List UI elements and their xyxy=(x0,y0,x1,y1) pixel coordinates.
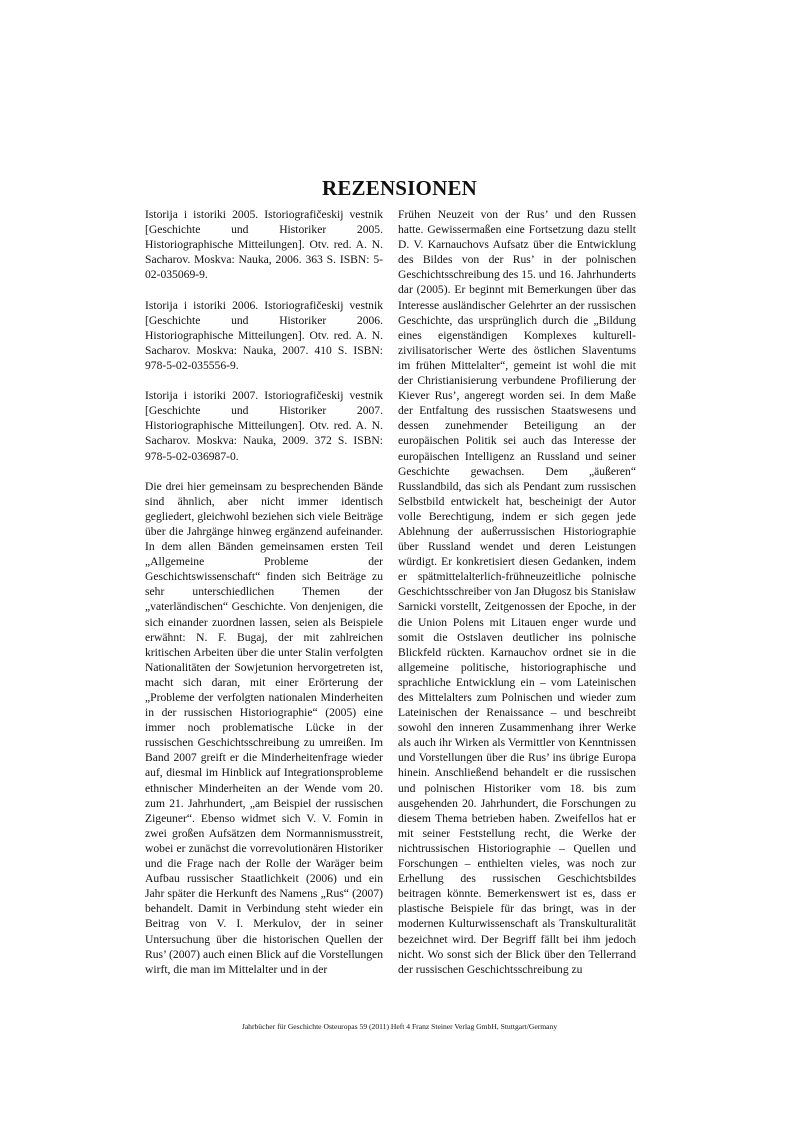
left-column xyxy=(145,207,383,977)
citation-2007: Istorija i istoriki 2007. Istoriografičeskij vestnik [Geschichte und Historiker 2007. Historiographische Mitteilungen]. Otv. red. A. N. Sacharov. Moskva: Nauka, 2009. 372 S. ISBN: 978-5-02-036987-0. xyxy=(145,389,383,463)
page-title: REZENSIONEN xyxy=(321,176,478,200)
review-body-continued: Frühen Neuzeit von der Rus’ und den Russen hatte. Gewissermaßen eine Fortsetzung dazu stellt D. V. Karnauchovs Aufsatz über die Entwicklung des Bildes von der Rus’ in der polnischen Geschichtsschreibung des 15. und 16. Jahrhunderts dar (2005). Er beginnt mit Bemerkungen über das Interesse ausländischer Gelehrter an der russischen Geschichte, das ursprünglich durch die „Bildung eines eigenständigen Komplexes kulturell-zivilisatorischer Werte des östlichen Slaventums im frühen Mittelalter“, gemeint ist wohl die mit der Christianisierung verbundene Profilierung der Kiever Rus’, angeregt worden sei. In dem Maße der Entfaltung des russischen Staatswesens und dessen zunehmender Beteiligung an der europäischen Politik sei auch das Interesse der europäischen Intelligenz an Russland und seiner Geschichte gewachsen. Dem „äußeren“ Russlandbild, das sich als Pendant zum russischen Selbstbild entwickelt hat, bescheinigt der Autor volle Berechtigung, indem er sich gegen jede Ablehnung der außerrussischen Historiographie über Russland wendet und deren Leistungen würdigt. Er konkretisiert diesen Gedanken, indem er spätmittelalterlich-frühneuzeitliche polnische Geschichtsschreiber von Jan Długosz bis Stanisław Sarnicki vorstellt, Zeitgenossen der Epoche, in der die Union Polens mit Litauen enger wurde und somit die Ostslaven deutlicher ins polnische Blickfeld rückten. Karnauchov ordnet sie in die allgemeine politische, historiographische und sprachliche Entwicklung ein – vom Lateinischen des Mittelalters zum Polnischen und wieder zum Lateinischen der Renaissance – und beschreibt sowohl den inneren Zusammenhang ihrer Werke als auch ihr Wirken als Vermittler von Kenntnissen und Vorstellungen über die Rus’ ins übrige Europa hinein. Anschließend behandelt er die russischen und polnischen Historiker vom 18. bis zum ausgehenden 20. Jahrhundert, die Forschungen zu diesem Thema betrieben haben. Zweifellos hat er mit seiner Feststellung recht, die Werke der nichtrussischen Historiographie – Quellen und Forschungen – enthielten vieles, was noch zur Erhellung des russischen Geschichtsbildes beitragen könnte. Bemerkenswert ist es, dass er plastische Beispiele für das bringt, was in der modernen Kulturwissenschaft als Transkulturalität bezeichnet wird. Der Begriff fällt bei ihm jedoch nicht. Wo sonst sich der Blick über den Tellerrand der russischen Geschichtsschreibung zu xyxy=(398,208,636,976)
citation-2005: Istorija i istoriki 2005. Istoriografičeskij vestnik [Geschichte und Historiker 2005. Historiographische Mitteilungen]. Otv. red. A. N. Sacharov. Moskva: Nauka, 2006. 363 S. ISBN: 5-02-035069-9. xyxy=(145,208,383,282)
review-body-start: Die drei hier gemeinsam zu besprechenden Bände sind ähnlich, aber nicht immer identisch gegliedert, gleichwohl beziehen sich viele Beiträge über die Jahrgänge hinweg ergänzend aufeinander. In dem allen Bänden gemeinsamen ersten Teil „Allgemeine Probleme der Geschichtswissenschaft“ finden sich Beiträge zu sehr unterschiedlichen Themen der „vaterländischen“ Geschichte. Von denjenigen, die sich einander zuordnen lassen, seien als Beispiele erwähnt: N. F. Bugaj, der mit zahlreichen kritischen Arbeiten über die unter Stalin verfolgten Nationalitäten der Sowjetunion hervorgetreten ist, macht sich daran, mit einer Erörterung der „Probleme der verfolgten nationalen Minderheiten in der russischen Historiographie“ (2005) eine immer noch problematische Lücke in der russischen Geschichtsschreibung zu umreißen. Im Band 2007 greift er die Minderheitenfrage wieder auf, diesmal im Hinblick auf Integrationsprobleme ethnischer Minderheiten an der Wende vom 20. zum 21. Jahrhundert, „am Beispiel der russischen Zigeuner“. Ebenso widmet sich V. V. Fomin in zwei großen Aufsätzen dem Normannismusstreit, wobei er zunächst die vorrevolutionären Historiker und die Frage nach der Rolle der Waräger beim Aufbau russischer Staatlichkeit (2006) und ein Jahr später die Herkunft des Namens „Rus“ (2007) behandelt. Damit in Verbindung steht wieder ein Beitrag von V. I. Merkulov, der in seiner Untersuchung über die historischen Quellen der Rus’ (2007) auch einen Blick auf die Vorstellungen wirft, die man im Mittelalter und in der xyxy=(145,479,383,976)
journal-footer: Jahrbücher für Geschichte Osteuropas 59 (2011) Heft 4 Franz Steiner Verlag GmbH, Stuttgart/Germany xyxy=(241,1022,558,1031)
right-column xyxy=(398,207,636,977)
citation-2006: Istorija i istoriki 2006. Istoriografičeskij vestnik [Geschichte und Historiker 2006. Historiographische Mitteilungen]. Otv. red. A. N. Sacharov. Moskva: Nauka, 2007. 410 S. ISBN: 978-5-02-035556-9. xyxy=(145,298,383,372)
